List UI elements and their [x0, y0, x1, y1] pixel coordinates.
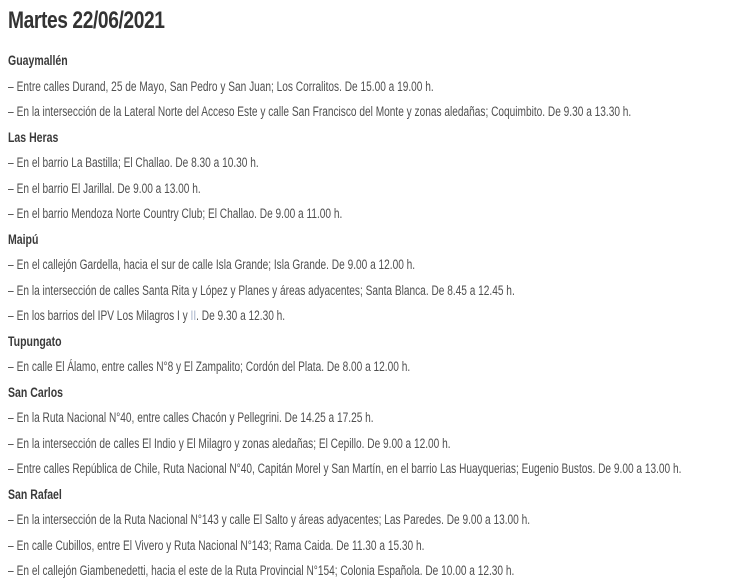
- bullet-dash: –: [8, 180, 14, 196]
- bullet-dash: –: [8, 257, 14, 272]
- inline-link[interactable]: II: [190, 308, 197, 323]
- outage-item-text: . De 9.30 a 12.30 h.: [196, 308, 286, 323]
- outage-item: [8, 104, 632, 119]
- bullet-dash: –: [8, 435, 14, 451]
- bullet-dash: –: [8, 359, 14, 374]
- page-title: Martes 22/06/2021: [8, 7, 165, 34]
- outage-item: [8, 437, 553, 451]
- outage-item-text: En la intersección de la Lateral Norte del Acceso Este y calle San Francisco del Monte y zonas aledañas; Coquimbito. De 9.30 a 13.30 h.: [16, 104, 632, 119]
- bullet-dash: –: [8, 537, 14, 553]
- section-heading: Guaymallén: [8, 53, 68, 68]
- outage-item-text: En el callejón Gardella, hacia el sur de calle Isla Grande; Isla Grande. De 9.00 a 12.00 h.: [16, 257, 416, 272]
- outage-item-text: Entre calles Durand, 25 de Mayo, San Pedro y San Juan; Los Corralitos. De 15.00 a 19.00 h.: [16, 78, 434, 94]
- bullet-dash: –: [8, 155, 14, 170]
- outage-item: [8, 309, 553, 323]
- outage-item-text: Entre calles República de Chile, Ruta Nacional N°40, Capitán Morel y San Martín, en el barrio Las Huayquerias; Eugenio Bustos. De 9.00 a 13.00 h.: [16, 461, 682, 476]
- sections-container: [8, 54, 734, 578]
- outage-item: [8, 284, 553, 298]
- outage-item: [8, 564, 553, 578]
- outage-item-text: En los barrios del IPV Los Milagros I y: [16, 308, 191, 323]
- outage-item: [8, 539, 553, 553]
- bullet-dash: –: [8, 206, 14, 221]
- outage-item-text: En el callejón Giambenedetti, hacia el este de la Ruta Provincial N°154; Colonia Española. De 10.00 a 12.30 h.: [16, 563, 515, 578]
- bullet-dash: –: [8, 104, 14, 119]
- bullet-dash: –: [8, 410, 14, 425]
- bullet-dash: –: [8, 308, 14, 323]
- outage-item-text: En el barrio El Jarillal. De 9.00 a 13.00 h.: [16, 180, 201, 196]
- section-heading: Las Heras: [8, 129, 59, 145]
- section-heading: San Rafael: [8, 486, 62, 502]
- outage-item-text: En calle Cubillos, entre El Vivero y Ruta Nacional N°143; Rama Caida. De 11.30 a 15.30 h.: [16, 537, 425, 553]
- outage-item-text: En el barrio Mendoza Norte Country Club; El Challao. De 9.00 a 11.00 h.: [16, 206, 343, 221]
- section-heading: Maipú: [8, 231, 39, 247]
- bullet-dash: –: [8, 461, 14, 476]
- section-heading: San Carlos: [8, 384, 64, 400]
- outage-item-text: En calle El Álamo, entre calles N°8 y El Zampalito; Cordón del Plata. De 8.00 a 12.00 h.: [16, 359, 411, 374]
- bullet-dash: –: [8, 78, 14, 94]
- outage-item: [8, 156, 553, 170]
- outage-item-text: En la intersección de la Ruta Nacional N°143 y calle El Salto y áreas adyacentes; Las Paredes. De 9.00 a 13.00 h.: [16, 512, 531, 527]
- outage-item: [8, 411, 553, 425]
- outage-item-text: En el barrio La Bastilla; El Challao. De 8.30 a 10.30 h.: [16, 155, 259, 170]
- outage-item-text: En la Ruta Nacional N°40, entre calles Chacón y Pellegrini. De 14.25 a 17.25 h.: [16, 410, 374, 425]
- outage-item: [8, 80, 553, 94]
- outage-item: [8, 513, 553, 527]
- outage-item: [8, 461, 682, 476]
- outage-item: [8, 360, 553, 374]
- outage-item: [8, 258, 553, 272]
- outage-item: [8, 207, 553, 221]
- outage-item-text: En la intersección de calles El Indio y El Milagro y zonas aledañas; El Cepillo. De 9.00 a 12.00 h.: [16, 435, 451, 451]
- outage-item: [8, 182, 553, 196]
- bullet-dash: –: [8, 282, 14, 298]
- outage-item-text: En la intersección de calles Santa Rita y López y Planes y áreas adyacentes; Santa Blanca. De 8.45 a 12.45 h.: [16, 282, 515, 298]
- bullet-dash: –: [8, 563, 14, 578]
- bullet-dash: –: [8, 512, 14, 527]
- section-heading: Tupungato: [8, 333, 62, 349]
